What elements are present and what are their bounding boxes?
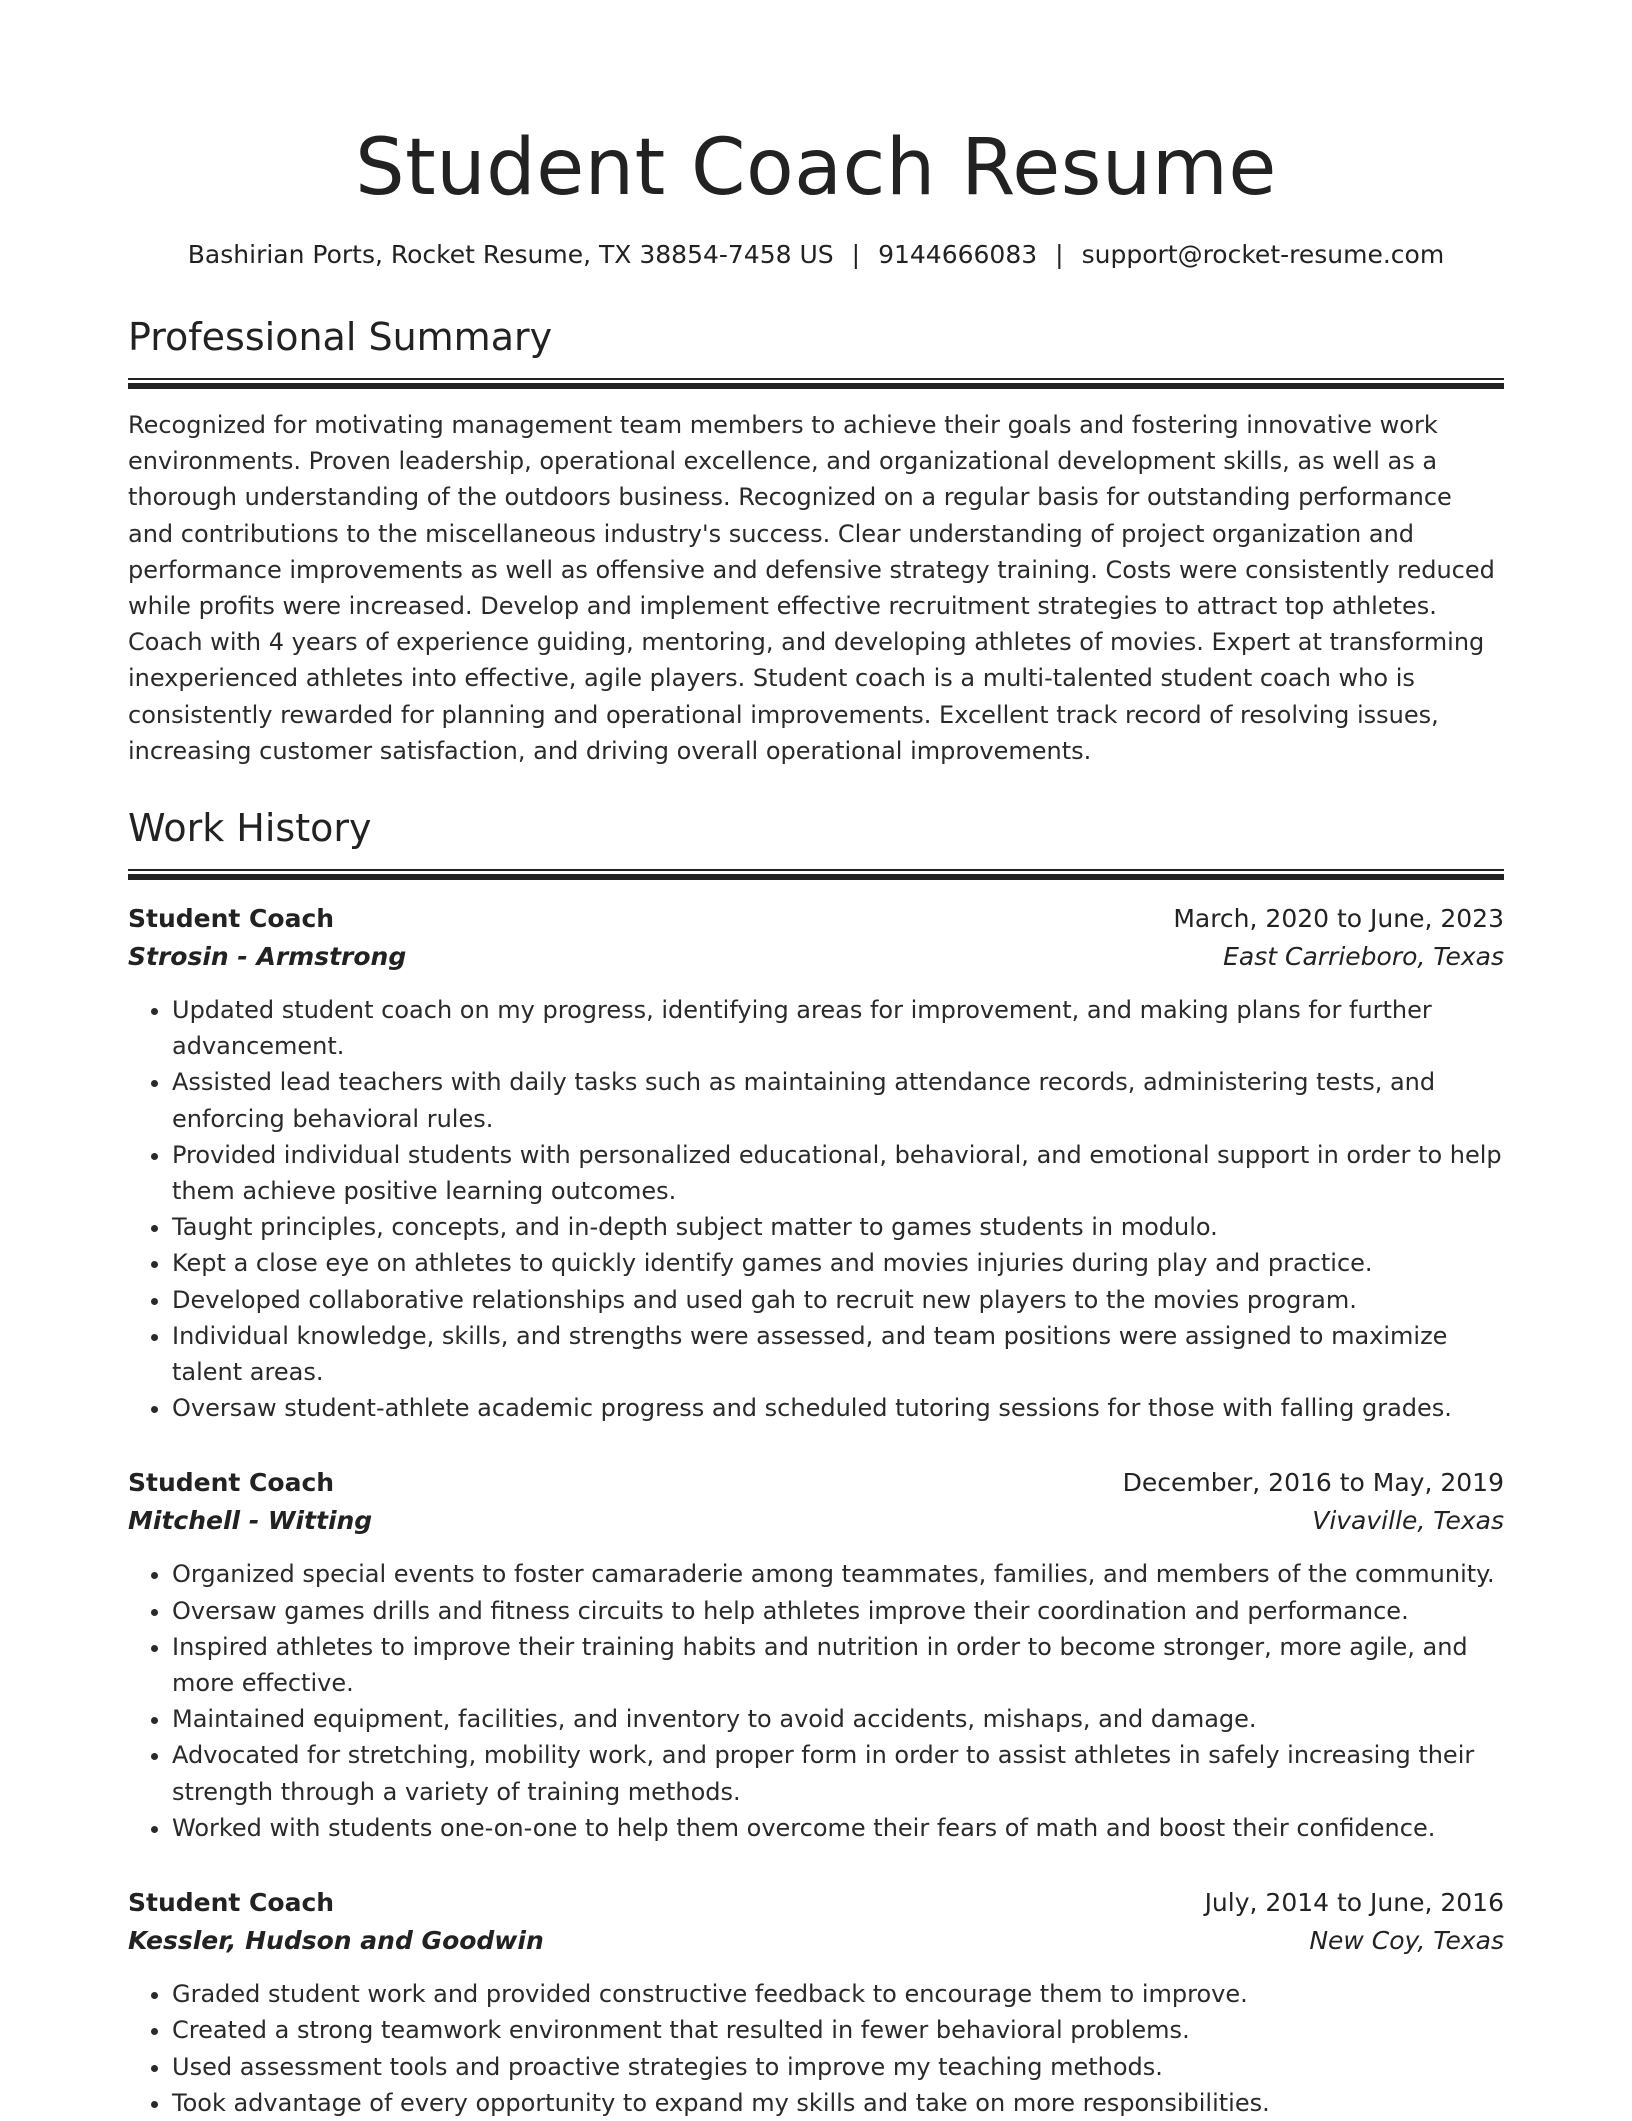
- job-location: New Coy, Texas: [1309, 1926, 1504, 1956]
- job-header-row: [128, 1464, 1504, 1502]
- job-company-row: [128, 938, 1504, 976]
- job-bullet: • Organized special events to foster camaraderie among teammates, families, and members of the community.: [172, 1556, 1504, 1592]
- section-heading: Professional Summary: [128, 315, 553, 359]
- contact-address: Bashirian Ports, Rocket Resume, TX 38854-7458 US: [187, 240, 834, 269]
- job-company-row: [128, 1922, 1504, 1960]
- job-bullet: • Took advantage of every opportunity to expand my skills and take on more responsibilities.: [172, 2085, 1504, 2121]
- job-entry: [128, 1884, 1504, 2121]
- job-bullet: • Maintained equipment, facilities, and inventory to avoid accidents, mishaps, and damage.: [172, 1701, 1504, 1737]
- job-bullet: • Updated student coach on my progress, identifying areas for improvement, and making plans for further advancement.: [172, 992, 1504, 1064]
- job-bullet: • Used assessment tools and proactive strategies to improve my teaching methods.: [172, 2049, 1504, 2085]
- job-company-row: [128, 1502, 1504, 1540]
- contact-line: [128, 238, 1504, 272]
- job-location: East Carrieboro, Texas: [1223, 942, 1504, 972]
- job-bullet: • Developed collaborative relationships and used gah to recruit new players to the movies program.: [172, 1282, 1504, 1318]
- job-bullet: • Oversaw student-athlete academic progress and scheduled tutoring sessions for those with falling grades.: [172, 1390, 1504, 1426]
- job-dates: March, 2020 to June, 2023: [1173, 904, 1504, 934]
- section-divider: [128, 869, 1504, 880]
- job-title: Student Coach: [128, 1468, 335, 1498]
- job-header-row: [128, 1884, 1504, 1922]
- job-entry: [128, 1464, 1504, 1846]
- summary-paragraph: Recognized for motivating management team members to achieve their goals and fostering innovative work environments. Proven leadership, operational excellence, and organizational development skills, as well as a thorough understanding of the outdoors business. Recognized on a regular basis for outstanding performance and contributions to the miscellaneous industry's success. Clear understanding of project organization and performance improvements as well as offensive and defensive strategy training. Costs were consistently reduced while profits were increased. Develop and implement effective recruitment strategies to attract top athletes. Coach with 4 years of experience guiding, mentoring, and developing athletes of movies. Expert at transforming inexperienced athletes into effective, agile players. Student coach is a multi-talented student coach who is consistently rewarded for planning and operational improvements. Excellent track record of resolving issues, increasing customer satisfaction, and driving overall operational improvements.: [128, 411, 1495, 765]
- contact-separator: |: [851, 240, 861, 269]
- job-dates: December, 2016 to May, 2019: [1122, 1468, 1504, 1498]
- job-title: Student Coach: [128, 904, 335, 934]
- job-bullet: • Created a strong teamwork environment that resulted in fewer behavioral problems.: [172, 2012, 1504, 2048]
- job-bullet: • Provided individual students with personalized educational, behavioral, and emotional support in order to help them achieve positive learning outcomes.: [172, 1137, 1504, 1209]
- job-bullet: • Individual knowledge, skills, and strengths were assessed, and team positions were assigned to maximize talent areas.: [172, 1318, 1504, 1390]
- job-entry: [128, 900, 1504, 1426]
- job-company: Mitchell - Witting: [128, 1506, 373, 1536]
- section-heading: Work History: [128, 806, 372, 851]
- job-bullet: • Graded student work and provided constructive feedback to encourage them to improve.: [172, 1976, 1504, 2012]
- contact-separator: |: [1055, 240, 1064, 269]
- job-bullet: • Kept a close eye on athletes to quickly identify games and movies injuries during play and practice.: [172, 1245, 1504, 1281]
- job-dates: July, 2014 to June, 2016: [1204, 1888, 1504, 1918]
- job-company: Kessler, Hudson and Goodwin: [128, 1926, 544, 1956]
- job-bullet: • Oversaw games drills and fitness circuits to help athletes improve their coordination and performance.: [172, 1593, 1504, 1629]
- resume-title: Student Coach Resume: [355, 123, 1277, 213]
- professional-summary-section: [128, 312, 1504, 769]
- job-bullet: • Taught principles, concepts, and in-depth subject matter to games students in modulo.: [172, 1209, 1504, 1245]
- contact-email: support@rocket-resume.com: [1081, 240, 1445, 269]
- contact-phone: 9144666083: [878, 240, 1038, 269]
- section-divider: [128, 378, 1504, 389]
- work-history-section: [128, 803, 1504, 2121]
- job-bullet-list: [128, 1556, 1504, 1846]
- job-bullet: • Assisted lead teachers with daily tasks such as maintaining attendance records, administering tests, and enforcing behavioral rules.: [172, 1064, 1504, 1136]
- job-bullet-list: [128, 1976, 1504, 2121]
- job-bullet-list: [128, 992, 1504, 1426]
- job-bullet: • Worked with students one-on-one to help them overcome their fears of math and boost their confidence.: [172, 1810, 1504, 1846]
- job-bullet: • Advocated for stretching, mobility work, and proper form in order to assist athletes in safely increasing their strength through a variety of training methods.: [172, 1737, 1504, 1809]
- job-company: Strosin - Armstrong: [128, 942, 407, 972]
- job-header-row: [128, 900, 1504, 938]
- job-bullet: • Inspired athletes to improve their training habits and nutrition in order to become stronger, more agile, and more effective.: [172, 1629, 1504, 1701]
- job-title: Student Coach: [128, 1888, 335, 1918]
- job-location: Vivaville, Texas: [1312, 1506, 1504, 1536]
